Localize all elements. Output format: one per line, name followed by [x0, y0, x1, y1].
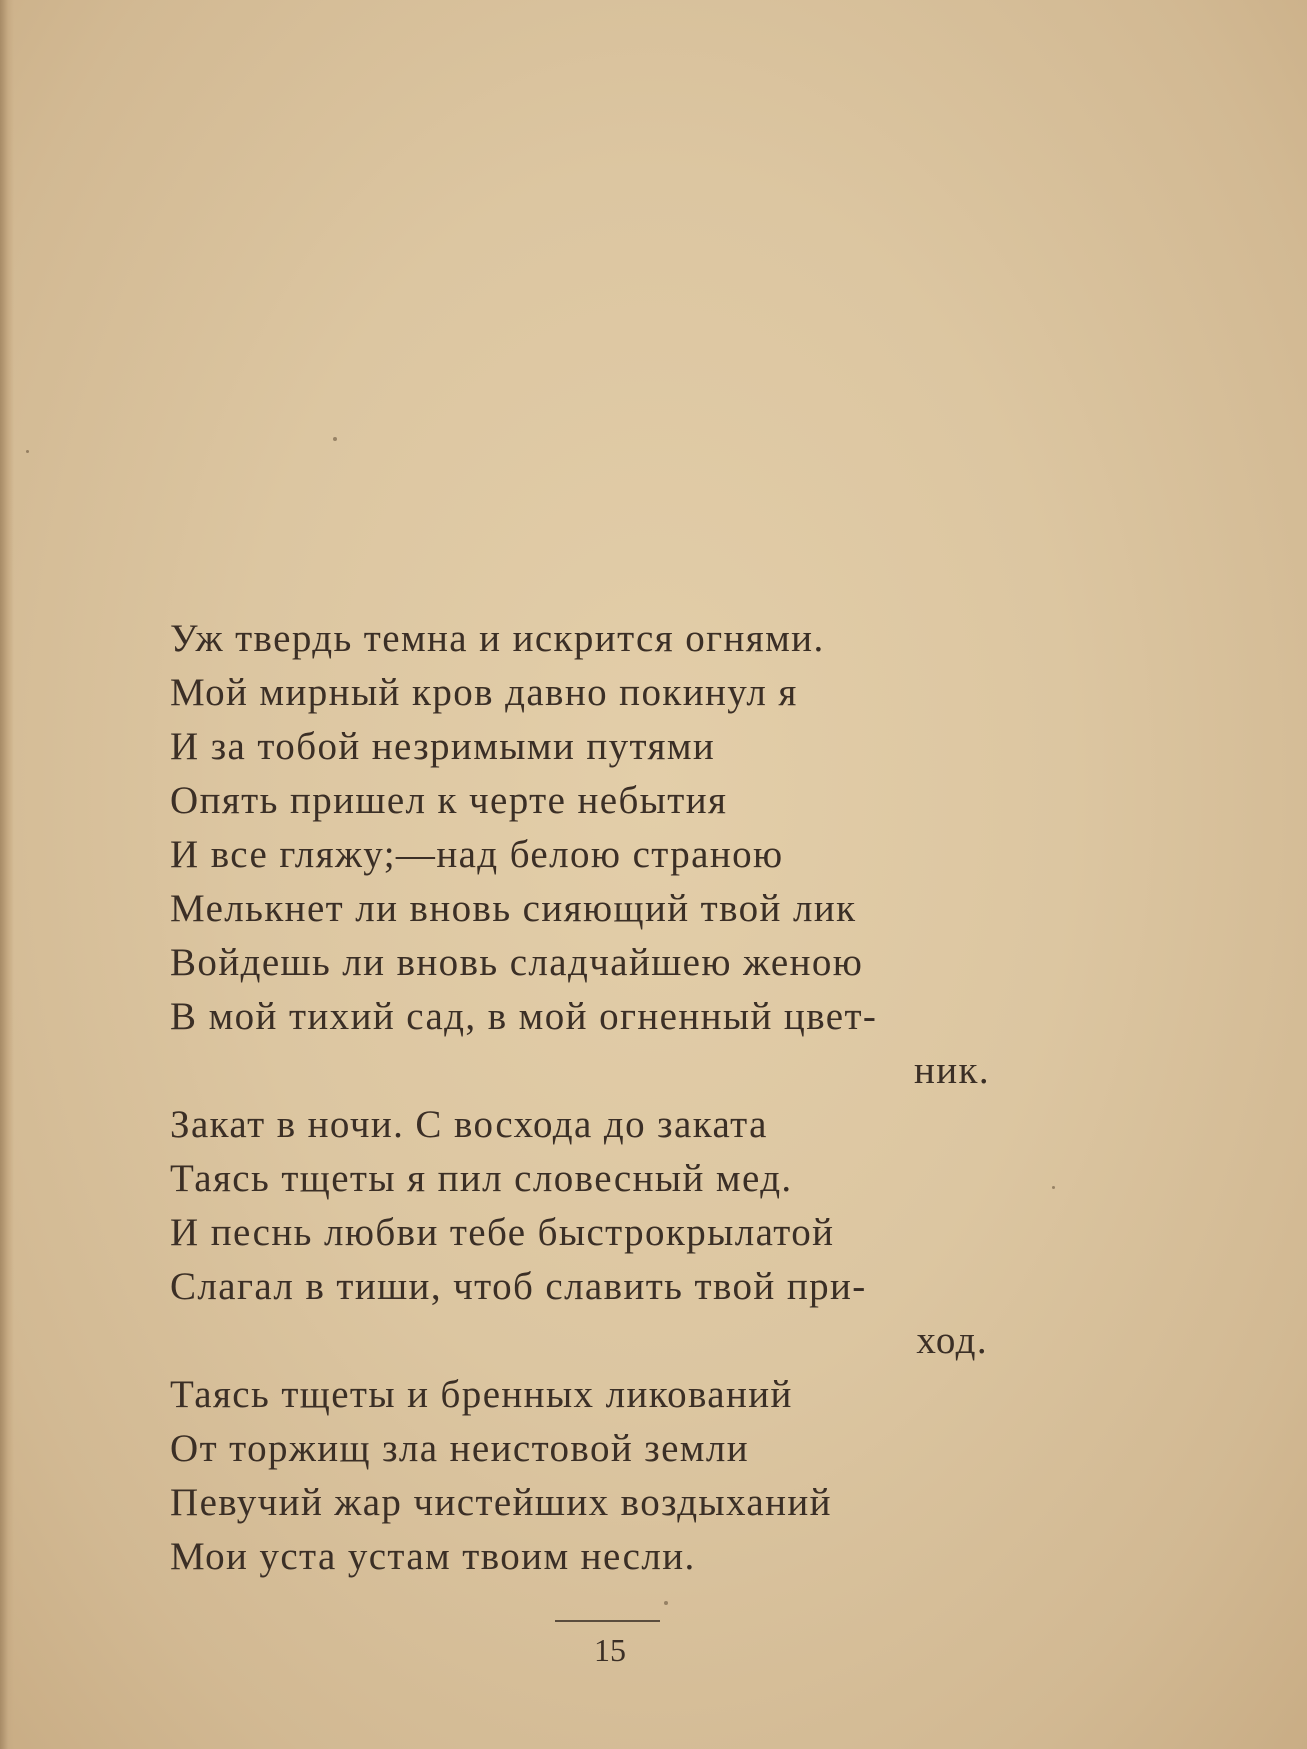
poem-line: Слагал в тиши, чтоб славить твой при- [170, 1265, 867, 1308]
poem-line: Таясь тщеты я пил словесный мед. [170, 1157, 793, 1200]
poem-line: Уж твердь темна и искрится огнями. [170, 617, 825, 660]
poem-line: Мои уста устам твоим несли. [170, 1535, 696, 1578]
page-number-rule [555, 1620, 660, 1625]
poem-line: И песнь любви тебе быстрокрылатой [170, 1211, 835, 1254]
paper-speck [1052, 1186, 1055, 1189]
poem-line: Опять пришел к черте небытия [170, 779, 728, 822]
poem-line-continuation: ник. [913, 1049, 990, 1092]
poem-line: Закат в ночи. С восхода до заката [170, 1103, 768, 1146]
paper-speck [333, 437, 337, 441]
poem-line: От торжищ зла неистовой земли [170, 1427, 750, 1470]
page-edge [0, 0, 14, 1749]
poem-line: В мой тихий сад, в мой огненный цвет- [170, 995, 878, 1038]
paper-speck [26, 450, 29, 453]
poem-line: И за тобой незримыми путями [170, 725, 716, 768]
poem-line-continuation: ход. [916, 1319, 988, 1362]
paper-speck [664, 1601, 668, 1605]
page-number: 15 [594, 1632, 626, 1668]
poem-line: Таясь тщеты и бренных ликований [170, 1373, 793, 1416]
poem-line: Мелькнет ли вновь сияющий твой лик [170, 887, 857, 930]
poem-line: Певучий жар чистейших воздыханий [170, 1481, 832, 1524]
poem-line: И все гляжу;—над белою страною [170, 833, 784, 876]
reverse-side-bleedthrough [255, 130, 1115, 610]
poem-line: Войдешь ли вновь сладчайшею женою [170, 941, 864, 984]
poem-line: Мой мирный кров давно покинул я [170, 671, 798, 714]
poem-text [170, 612, 1070, 1584]
